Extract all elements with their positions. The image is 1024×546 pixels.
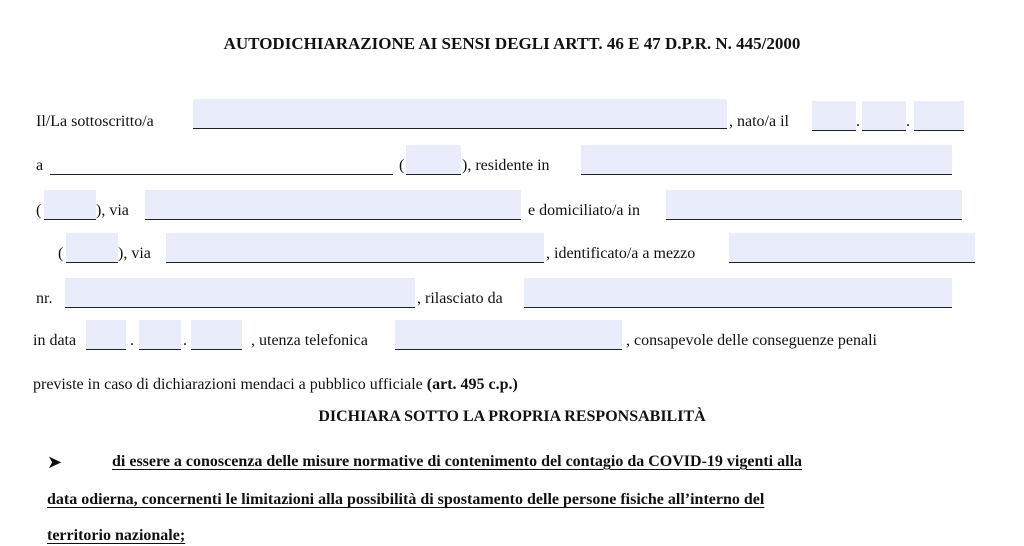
- paren-open-3: (: [58, 245, 64, 262]
- dot-1: .: [856, 113, 860, 130]
- bullet-line-3: territorio nazionale;: [47, 527, 186, 544]
- phone-field[interactable]: [395, 320, 622, 350]
- bullet-line-1: di essere a conoscenza delle misure normative di contenimento del contagio da COVID-19 vigenti alla: [112, 453, 803, 470]
- dot-2: .: [906, 113, 910, 130]
- nr-label: nr.: [36, 290, 53, 307]
- domicile-street-field[interactable]: [166, 233, 544, 263]
- declaration-heading: DICHIARA SOTTO LA PROPRIA RESPONSABILITÀ: [318, 408, 706, 425]
- domicile-province-field[interactable]: [66, 233, 118, 263]
- birth-place-label: a: [36, 157, 44, 174]
- previste-sentence: previste in caso di dichiarazioni mendaci a pubblico ufficiale: [33, 376, 423, 393]
- sottoscritto-name-field[interactable]: [193, 99, 727, 129]
- birth-place-line[interactable]: [50, 174, 393, 175]
- domiciliato-label: e domiciliato/a in: [528, 202, 640, 219]
- residence-city-field[interactable]: [581, 145, 952, 175]
- issue-year-field[interactable]: [191, 320, 242, 350]
- document-number-field[interactable]: [65, 278, 415, 308]
- residence-province-field[interactable]: [44, 190, 96, 220]
- birth-day-field[interactable]: [812, 101, 856, 131]
- consapevole-label: , consapevole delle conseguenze penali: [626, 332, 877, 349]
- arrow-bullet-icon: ➤: [47, 452, 63, 472]
- nato-label: , nato/a il: [729, 113, 789, 130]
- previste-text: [33, 375, 518, 395]
- utenza-label: , utenza telefonica: [251, 332, 368, 349]
- issued-by-field[interactable]: [524, 278, 952, 308]
- birth-month-field[interactable]: [862, 101, 906, 131]
- birth-province-field[interactable]: [406, 145, 461, 175]
- paren-open-2: (: [36, 202, 42, 219]
- page-title: AUTODICHIARAZIONE AI SENSI DEGLI ARTT. 46 E 47 D.P.R. N. 445/2000: [223, 34, 801, 53]
- identity-document-field[interactable]: [729, 233, 975, 263]
- dot-4: .: [183, 332, 187, 349]
- issue-day-field[interactable]: [86, 320, 126, 350]
- in-data-label: in data: [33, 332, 77, 349]
- issue-month-field[interactable]: [139, 320, 181, 350]
- domicile-city-field[interactable]: [666, 190, 962, 220]
- sottoscritto-label: Il/La sottoscritto/a: [36, 113, 154, 130]
- residence-street-field[interactable]: [145, 190, 521, 220]
- art-reference: (art. 495 c.p.): [426, 376, 518, 393]
- identificato-label: , identificato/a a mezzo: [546, 245, 696, 262]
- paren-open-1: (: [399, 157, 405, 174]
- rilasciato-label: , rilasciato da: [417, 290, 503, 307]
- bullet-line-2: data odierna, concernenti le limitazioni alla possibilità di spostamento delle persone fisiche all’interno del: [47, 491, 765, 508]
- residente-label: ), residente in: [462, 157, 550, 174]
- dot-3: .: [130, 332, 134, 349]
- via-label-2: ), via: [118, 245, 151, 262]
- birth-year-field[interactable]: [914, 101, 964, 131]
- via-label-1: ), via: [96, 202, 129, 219]
